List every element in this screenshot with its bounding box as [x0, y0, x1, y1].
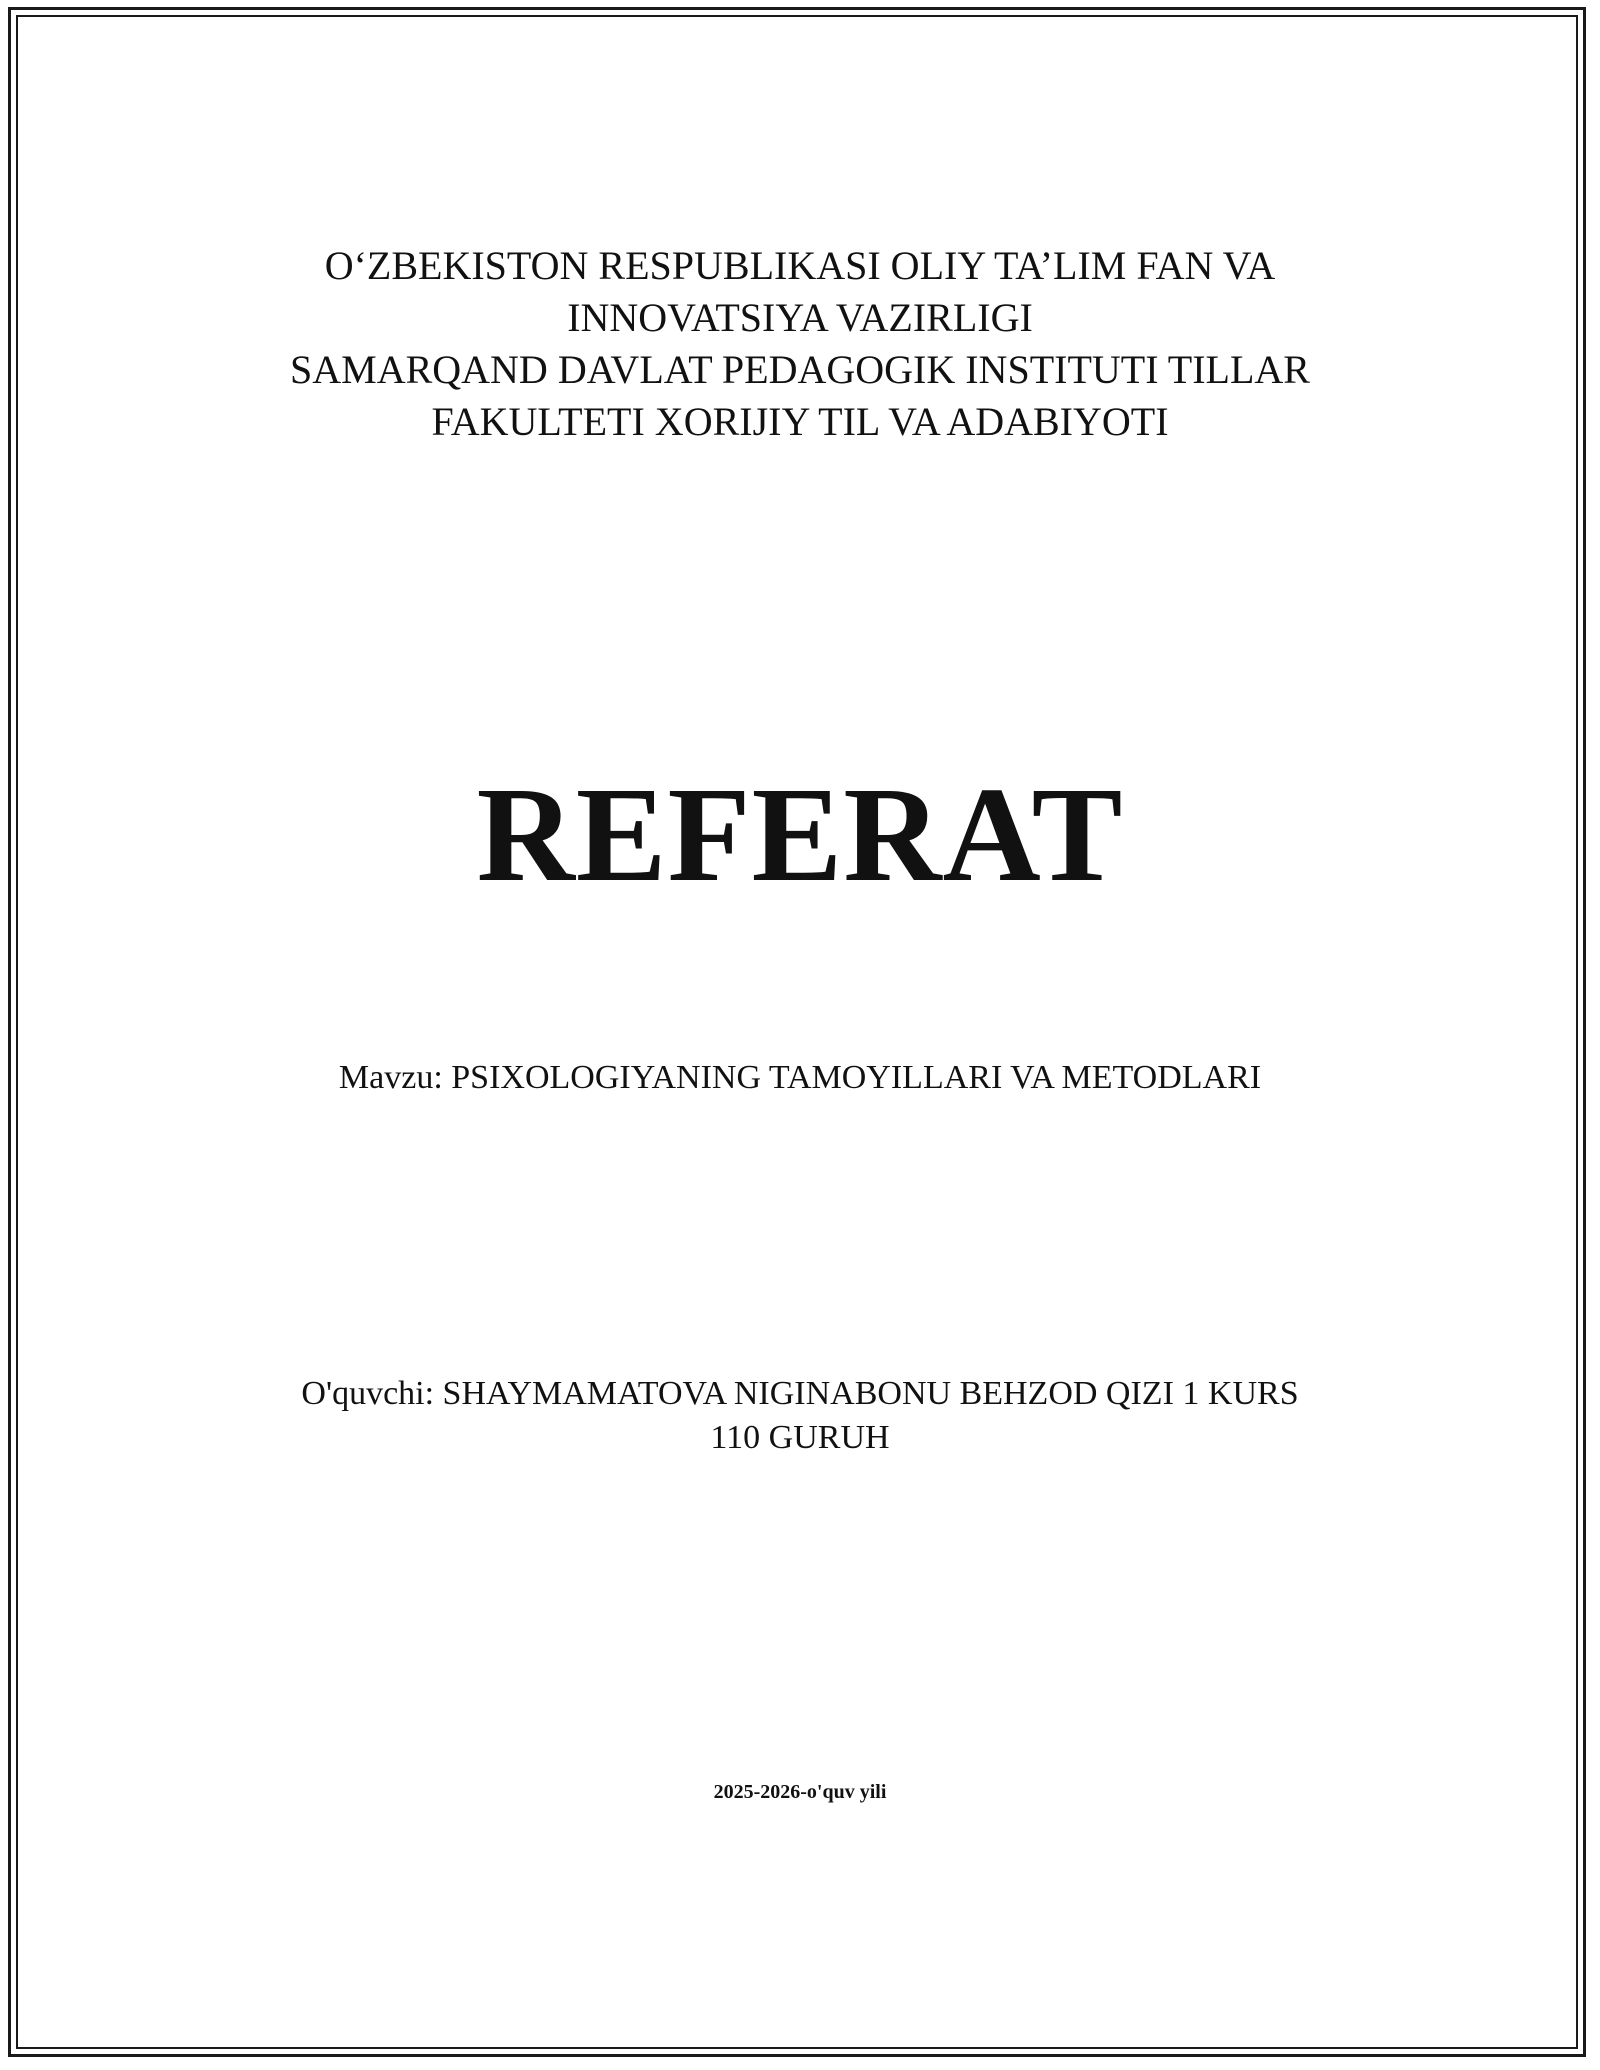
student-line-1: O'quvchi: SHAYMAMATOVA NIGINABONU BEHZOD QIZI 1 KURS [301, 1375, 1299, 1412]
academic-year: 2025-2026-o'quv yili [713, 1781, 887, 1803]
header-line-4: FAKULTETI XORIJIY TIL VA ADABIYOTI [431, 399, 1169, 444]
institution-header [0, 240, 1600, 448]
document-title: REFERAT [476, 760, 1124, 910]
header-line-2: INNOVATSIYA VAZIRLIGI [567, 295, 1033, 340]
header-line-3: SAMARQAND DAVLAT PEDAGOGIK INSTITUTI TILLAR [290, 347, 1310, 392]
student-info [0, 1372, 1600, 1460]
header-line-1: O‘ZBEKISTON RESPUBLIKASI OLIY TA’LIM FAN VA [324, 243, 1276, 288]
student-line-2: 110 GURUH [710, 1419, 890, 1456]
topic-line: Mavzu: PSIXOLOGIYANING TAMOYILLARI VA METODLARI [338, 1059, 1262, 1096]
